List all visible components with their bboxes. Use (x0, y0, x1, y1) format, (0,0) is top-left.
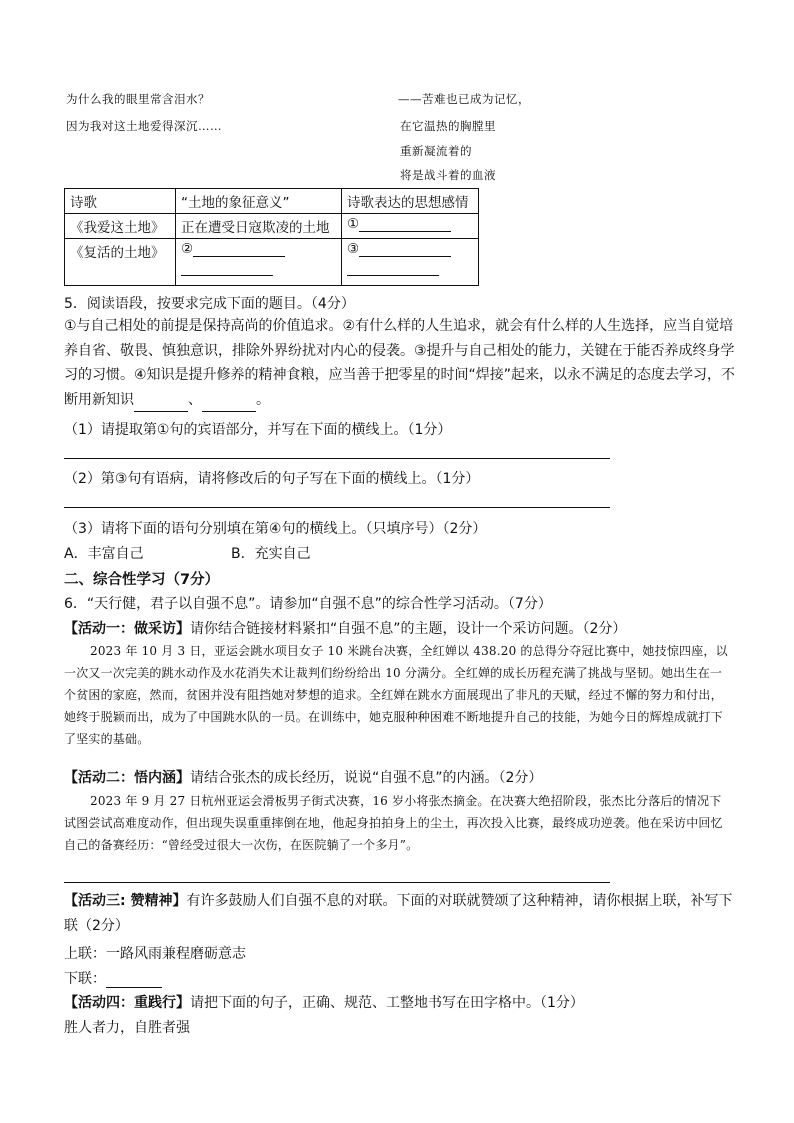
poem-right-line1: ——苦难也已成为记忆， (398, 92, 530, 106)
table-cell: 《我爱这土地》 (65, 214, 176, 239)
poem-right-line2: 在它温热的胸膛里 (400, 119, 496, 133)
answer-blank[interactable] (359, 217, 451, 232)
option-b: B．充实自己 (231, 546, 311, 562)
period: 。 (256, 391, 270, 408)
question-5-sub3: （3）请将下面的语句分别填在第④句的横线上。（只填序号）（2分） (64, 521, 487, 537)
activity-text: 请结合张杰的成长经历，说说“自强不息”的内涵。（2分） (190, 770, 543, 786)
couplet-lower (64, 968, 162, 988)
answer-blank[interactable] (181, 261, 273, 276)
activity-1 (64, 618, 626, 638)
answer-blank[interactable] (202, 397, 256, 412)
activity-text: 请把下面的句子，正确、规范、工整地书写在田字格中。（1分） (190, 995, 584, 1011)
couplet-upper: 上联：一路风雨兼程磨砺意志 (64, 946, 246, 962)
question-5-title: 5．阅读语段，按要求完成下面的题目。（4分） (64, 296, 355, 312)
answer-line[interactable] (64, 458, 610, 459)
passage-text: ①与自己相处的前提是保持高尚的价值追求。②有什么样的人生追求，就会有什么样的人生选择，应当自觉培养自省、敬畏、慎独意识，排除外界纷扰对内心的侵袭。③提升与自己相处的能力，关键在于能否养成终身学习的习惯。④知识是提升修养的精神食粮，应当善于把零星的时间“焊接”起来，以永不满足的态度去学习，不断用新知识 (64, 318, 736, 408)
table-row (65, 214, 479, 239)
question-5-sub1: （1）请提取第①句的宾语部分，并写在下面的横线上。（1分） (64, 422, 452, 438)
activity-3 (64, 889, 744, 938)
poem-left-line1: 为什么我的眼里常含泪水？ (66, 92, 210, 106)
activity-label: 【活动三: 赞精神】 (64, 893, 187, 909)
table-header-row (65, 189, 479, 214)
answer-line[interactable] (64, 507, 610, 508)
motto-text: 胜人者力，自胜者强 (64, 1020, 190, 1036)
question-5-passage (64, 314, 744, 412)
activity-2 (64, 767, 542, 787)
table-header: 诗歌表达的思想感情 (342, 189, 479, 214)
activity-label: 【活动四：重践行】 (64, 995, 190, 1011)
table-cell: 正在遭受日寇欺凌的土地 (176, 214, 342, 239)
poem-table (64, 188, 479, 286)
question-6-title: 6．“天行健，君子以自强不息”。请参加“自强不息”的综合性学习活动。（7分） (64, 596, 552, 612)
poem-right-line3: 重新凝流着的 (400, 144, 472, 158)
couplet-lower-label: 下联： (64, 971, 106, 987)
answer-blank[interactable] (106, 973, 162, 988)
option-a: A．丰富自己 (64, 546, 144, 562)
activity-label: 【活动一：做采访】 (64, 621, 190, 637)
table-cell (342, 214, 479, 239)
poem-left-line2: 因为我对这土地爱得深沉…… (66, 119, 222, 133)
answer-blank[interactable] (134, 397, 188, 412)
table-cell (176, 239, 342, 286)
answer-blank[interactable] (347, 261, 439, 276)
activity-text: 请你结合链接材料紧扣“自强不息”的主题，设计一个采访问题。（2分） (190, 621, 627, 637)
separator: 、 (188, 391, 202, 408)
poem-right-line4: 将是战斗着的血液 (400, 168, 496, 182)
table-header: “土地的象征意义” (176, 189, 342, 214)
question-5-sub2: （2）第③句有语病，请将修改后的句子写在下面的横线上。（1分） (64, 471, 480, 487)
activity-text: 有许多鼓励人们自强不息的对联。下面的对联就赞颂了这种精神，请你根据上联，补写下联（2分） (64, 893, 733, 934)
answer-marker: ③ (347, 241, 360, 257)
activity-4 (64, 992, 584, 1012)
activity-label: 【活动二：悟内涵】 (64, 770, 190, 786)
answer-marker: ② (181, 241, 194, 257)
answer-blank[interactable] (193, 242, 285, 257)
answer-blank[interactable] (359, 242, 451, 257)
material-1: 2023 年 10 月 3 日，亚运会跳水项目女子 10 米跳台决赛，全红婵以 438.20 的总得分夺冠比赛中，她技惊四座，以一次又一次完美的跳水动作及水花消失术让裁判们纷纷给出 10 分满分。全红婵的成长历程充满了挑战与坚韧。她出生在一个贫困的家庭，然而，贫困并没有阻挡她对梦想的追求。全红婵在跳水方面展现出了非凡的天赋，经过不懈的努力和付出，她终于脱颖而出，成为了中国跳水队的一员。在训练中，她克服种种困难不断地提升自己的技能，为她今日的辉煌成就打下了坚实的基础。 (64, 644, 728, 746)
answer-marker: ① (347, 216, 360, 232)
table-row (65, 239, 479, 286)
answer-line[interactable] (64, 882, 610, 883)
section-heading: 二、综合性学习（7分） (64, 572, 220, 588)
table-header: 诗歌 (65, 189, 176, 214)
table-cell (342, 239, 479, 286)
table-cell: 《复活的土地》 (65, 239, 176, 286)
material-2: 2023 年 9 月 27 日杭州亚运会滑板男子街式决赛，16 岁小将张杰摘金。在决赛大绝招阶段，张杰比分落后的情况下试图尝试高难度动作，但出现失误重重摔倒在地，他起身拍拍身上的尘土，再次投入比赛，最终成功逆袭。他在采访中回忆自己的备赛经历：“曾经受过很大一次伤，在医院躺了一个多月”。 (64, 794, 723, 852)
